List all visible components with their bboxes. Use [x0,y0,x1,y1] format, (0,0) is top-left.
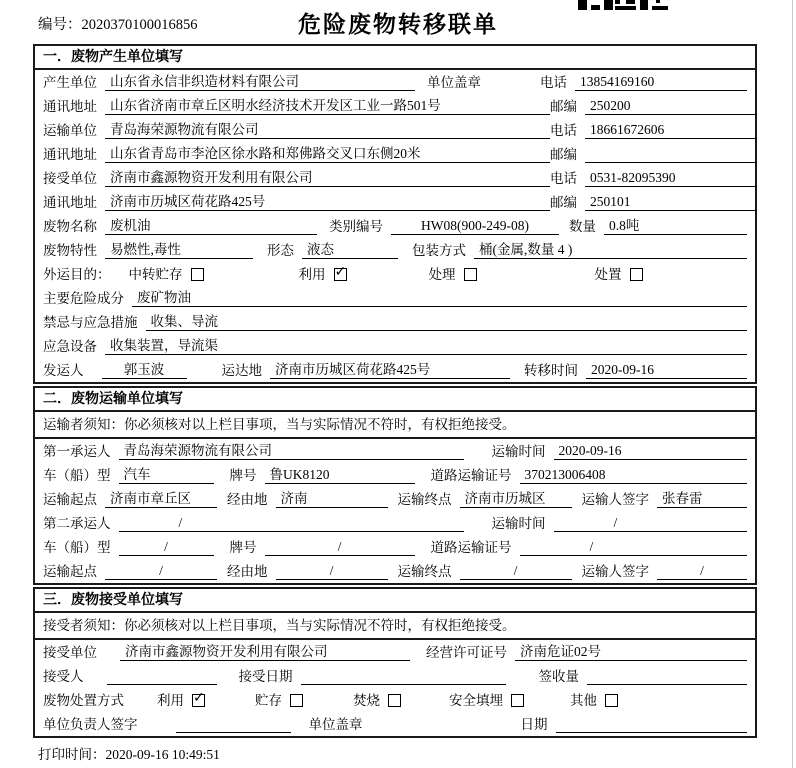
value-carrier-sign-1: 张春雷 [657,490,747,508]
doc-number [38,13,198,34]
print-time [38,743,796,763]
section-receiver [33,587,757,738]
label-unit-seal: 单位盖章 [427,75,481,90]
label-origin-1: 运输起点 [43,492,97,507]
print-time-label: 打印时间： [38,747,106,762]
value-seal-date [556,732,748,733]
option-disposal-other-label: 其他 [570,693,597,708]
value-waste-form: 液态 [302,241,398,259]
value-plate-1: 鲁UK8120 [265,466,415,484]
label-shipper: 发运人 [43,363,84,378]
section-receiver-title: 三．废物接受单位填写 [35,589,755,613]
label-transport-time-2: 运输时间 [491,516,546,531]
value-road-license-1: 370213006408 [520,466,748,484]
row-disposal-method [35,688,755,712]
value-producer-address: 山东省济南市章丘区明水经济技术开发区工业一路501号 [105,97,550,115]
value-taboo-measures: 收集、导流 [146,313,748,331]
option-treat-label: 处理 [428,267,456,282]
label-accept-unit: 接受单位 [43,645,97,660]
label-responsible-signature: 单位负责人签字 [43,717,138,732]
label-road-license-1: 道路运输证号 [430,468,512,483]
value-transport-time-2: / [554,514,748,532]
value-vehicle-type-1: 汽车 [119,466,214,484]
document-header [38,6,758,44]
value-origin-1: 济南市章丘区 [105,490,217,508]
label-quantity: 数量 [569,219,596,234]
value-responsible-signature [176,732,291,733]
label-via-1: 经由地 [227,492,268,507]
checkbox-disposal-utilize [192,694,205,707]
label-receiver-zip: 邮编 [550,195,577,210]
section-transporter [33,386,757,585]
label-accept-date: 接受日期 [238,669,293,684]
value-receiver-address: 济南市历城区荷花路425号 [105,193,550,211]
row-producer-address [35,94,755,118]
value-waste-name: 废机油 [105,217,317,235]
row-route-2 [35,559,755,583]
checkbox-transit-storage [191,268,204,281]
label-receiver-address: 通讯地址 [43,195,97,210]
label-disposal-method: 废物处置方式 [43,693,124,708]
label-origin-2: 运输起点 [43,564,97,579]
section-producer-title: 一．废物产生单位填写 [35,46,755,70]
row-emergency-equipment [35,334,755,358]
value-acceptor [107,684,217,685]
label-vehicle-type-2: 车（船）型 [43,540,111,555]
option-disposal-utilize [157,692,205,709]
row-vehicle-1 [35,463,755,487]
value-road-license-2: / [520,538,748,556]
value-transport-time-1: 2020-09-16 [554,442,748,460]
label-seal-date: 日期 [520,717,548,732]
row-shipper [35,358,755,382]
row-waste-name [35,214,755,238]
doc-number-label: 编号： [38,17,82,33]
value-transfer-time: 2020-09-16 [586,361,747,379]
receiver-notice: 接受者须知：你必须核对以上栏目事项，当与实际情况不符时，有权拒绝接受。 [35,613,755,640]
value-transporter: 青岛海荣源物流有限公司 [105,121,550,139]
value-producer: 山东省永信非织造材料有限公司 [105,73,415,91]
value-destination: 济南市历城区荷花路425号 [270,361,510,379]
option-disposal-incinerate-label: 焚烧 [353,693,380,708]
label-transporter-phone: 电话 [550,123,577,138]
checkbox-disposal-incinerate [388,694,401,707]
value-transporter-address: 山东省青岛市李沧区徐水路和郑佛路交叉口东侧20米 [105,145,550,163]
value-quantity: 0.8吨 [604,217,747,235]
label-acceptor: 接受人 [43,669,84,684]
label-end-2: 运输终点 [397,564,452,579]
label-end-1: 运输终点 [397,492,452,507]
checkbox-treat [464,268,477,281]
label-transfer-purpose: 外运目的： [43,267,111,282]
value-receiver: 济南市鑫源物资开发利用有限公司 [105,169,550,187]
doc-number-value: 2020370100016856 [81,17,198,33]
label-producer-address: 通讯地址 [43,99,97,114]
value-via-1: 济南 [276,490,388,508]
label-carrier-sign-2: 运输人签字 [581,564,649,579]
value-producer-phone: 13854169160 [575,73,747,91]
label-receiver-phone: 电话 [550,171,577,186]
label-permit-number: 经营许可证号 [426,645,507,660]
value-vehicle-type-2: / [119,538,214,556]
page-title: 危险废物转移联单 [298,12,498,38]
label-packaging: 包装方式 [412,243,466,258]
label-transporter: 运输单位 [43,123,97,138]
label-received-qty: 签收量 [538,669,579,684]
row-first-carrier [35,439,755,463]
value-plate-2: / [265,538,415,556]
row-acceptor [35,664,755,688]
checkbox-disposal-landfill [511,694,524,707]
option-disposal-storage-label: 贮存 [255,693,282,708]
value-emergency-equipment: 收集装置，导流渠 [105,337,747,355]
value-receiver-zip: 250101 [585,193,757,211]
print-time-value: 2020-09-16 10:49:51 [105,747,220,762]
label-producer-phone: 电话 [540,75,567,90]
option-dispose-label: 处置 [594,267,622,282]
row-receiver-address [35,190,755,214]
checkbox-dispose [630,268,643,281]
value-transporter-phone: 18661672606 [585,121,757,139]
label-transfer-time: 转移时间 [524,363,578,378]
value-accept-date [301,684,506,685]
label-destination: 运达地 [221,363,262,378]
option-utilize [299,266,347,283]
value-first-carrier: 青岛海荣源物流有限公司 [119,442,464,460]
label-plate-2: 牌号 [229,540,257,555]
value-second-carrier: / [119,514,464,532]
value-received-qty [587,684,747,685]
label-carrier-sign-1: 运输人签字 [581,492,649,507]
checkbox-disposal-other [605,694,618,707]
row-hazard-components [35,286,755,310]
row-transporter-address [35,142,755,166]
row-vehicle-2 [35,535,755,559]
value-carrier-sign-2: / [657,562,747,580]
manifest-form [33,44,757,738]
option-treat [429,266,477,283]
label-via-2: 经由地 [227,564,268,579]
option-utilize-label: 利用 [298,267,326,282]
row-producer [35,70,755,94]
row-second-carrier [35,511,755,535]
value-producer-zip: 250200 [585,97,757,115]
value-category-code: HW08(900-249-08) [391,217,559,235]
value-waste-character: 易燃性,毒性 [105,241,253,259]
row-receiver [35,166,755,190]
section-transporter-title: 二．废物运输单位填写 [35,388,755,412]
label-emergency-equipment: 应急设备 [43,339,97,354]
label-road-license-2: 道路运输证号 [430,540,512,555]
label-transport-time-1: 运输时间 [491,444,546,459]
value-origin-2: / [105,562,217,580]
option-transit-storage [129,266,204,283]
row-taboo-measures [35,310,755,334]
value-via-2: / [276,562,388,580]
label-waste-character: 废物特性 [43,243,97,258]
label-plate-1: 牌号 [229,468,257,483]
label-producer-zip: 邮编 [550,99,577,114]
option-disposal-incinerate [353,692,401,709]
value-transporter-zip [585,162,757,163]
row-transfer-purpose [35,262,755,286]
label-category-code: 类别编号 [329,219,383,234]
label-transporter-zip: 邮编 [550,147,577,162]
label-unit-seal-receiver: 单位盖章 [308,717,363,732]
page-edge-line [792,0,793,768]
value-permit-number: 济南危证02号 [515,643,747,661]
label-taboo-measures: 禁忌与应急措施 [43,315,138,330]
row-transporter [35,118,755,142]
value-shipper: 郭玉波 [102,361,187,379]
label-waste-form: 形态 [267,243,294,258]
option-disposal-other [570,692,618,709]
section-producer [33,44,757,384]
label-transporter-address: 通讯地址 [43,147,97,162]
transporter-notice: 运输者须知：你必须核对以上栏目事项，当与实际情况不符时，有权拒绝接受。 [35,412,755,439]
checkbox-utilize [334,268,347,281]
checkbox-disposal-storage [290,694,303,707]
row-accept-unit [35,640,755,664]
value-hazard-components: 废矿物油 [132,289,747,307]
option-disposal-utilize-label: 利用 [157,693,184,708]
row-responsible-signature [35,712,755,736]
option-disposal-landfill [449,692,524,709]
value-accept-unit: 济南市鑫源物资开发利用有限公司 [120,643,410,661]
option-transit-storage-label: 中转贮存 [128,267,183,282]
label-hazard-components: 主要危险成分 [43,291,124,306]
row-waste-character [35,238,755,262]
value-end-2: / [460,562,572,580]
option-dispose [595,266,643,283]
label-waste-name: 废物名称 [43,219,97,234]
value-packaging: 桶(金属,数量 4 ) [474,241,747,259]
value-receiver-phone: 0531-82095390 [585,169,757,187]
label-vehicle-type-1: 车（船）型 [43,468,111,483]
value-end-1: 济南市历城区 [460,490,572,508]
option-disposal-landfill-label: 安全填埋 [449,693,503,708]
row-route-1 [35,487,755,511]
option-disposal-storage [255,692,303,709]
label-second-carrier: 第二承运人 [43,516,111,531]
label-producer: 产生单位 [43,75,97,90]
label-first-carrier: 第一承运人 [43,444,111,459]
label-receiver: 接受单位 [43,171,97,186]
